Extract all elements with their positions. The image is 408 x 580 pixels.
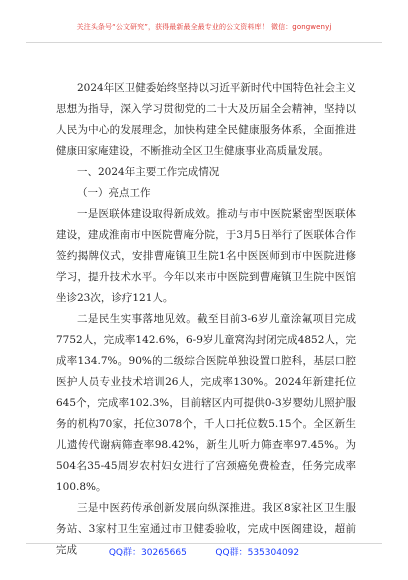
footer-divider bbox=[26, 543, 382, 544]
document-body bbox=[56, 78, 356, 561]
body-paragraph-1: 一是医联体建设取得新成效。推动与市中医院紧密型医联体建设，建成淮南市中医院曹庵分院，于3月5日举行了医联体合作签约揭牌仪式，安排曹庵镇卫生院1名中医医师到市中医院进修学习，提升技术水平。今年以来市中医院到曹庵镇卫生院中医馆坐诊23次，诊疗121人。 bbox=[56, 208, 356, 304]
section-heading: 一、2024年主要工作完成情况 bbox=[77, 166, 220, 178]
footer-contact: QQ群：30265665 QQ群：535304092 bbox=[108, 548, 300, 558]
subsection-heading: （一）亮点工作 bbox=[77, 187, 151, 199]
body-paragraph-3: 三是中医药传承创新发展向纵深推进。我区8家社区卫生服务站、3家村卫生室通过市卫健委验收，完成中医阁建设，超前完成 bbox=[56, 502, 356, 556]
body-paragraph-2: 二是民生实事落地见效。截至目前3-6岁儿童涂氟项目完成7752人，完成率142.6%，6-9岁儿童窝沟封闭完成4852人，完成率134.7%。90%的二级综合医院单独设置口腔科，基层口腔医护人员专业技术培训26人，完成率130%。2024年新建托位645个，完成率102.3%，目前辖区内可提供0-3岁婴幼儿照护服务的机构70家，托位3078个，千人口托位数5.15个。全区新生儿遗传代谢病筛查率98.42%，新生儿听力筛查率97.45%。为504名35-45周岁农村妇女进行了宫颈癌免费检查，任务完成率100.8%。 bbox=[56, 313, 356, 493]
header-banner: 关注头条号“公文研究”，获得最新最全最专业的公文资料库！ 微信：gongwenyj bbox=[76, 23, 332, 31]
header-divider bbox=[26, 42, 382, 43]
intro-paragraph: 2024年区卫健委始终坚持以习近平新时代中国特色社会主义思想为指导，深入学习贯彻党的二十大及历届全会精神，坚持以人民为中心的发展理念，加快构建全民健康服务体系，全面推进健康田家庵建设，不断推动全区卫生健康事业高质量发展。 bbox=[56, 82, 356, 157]
